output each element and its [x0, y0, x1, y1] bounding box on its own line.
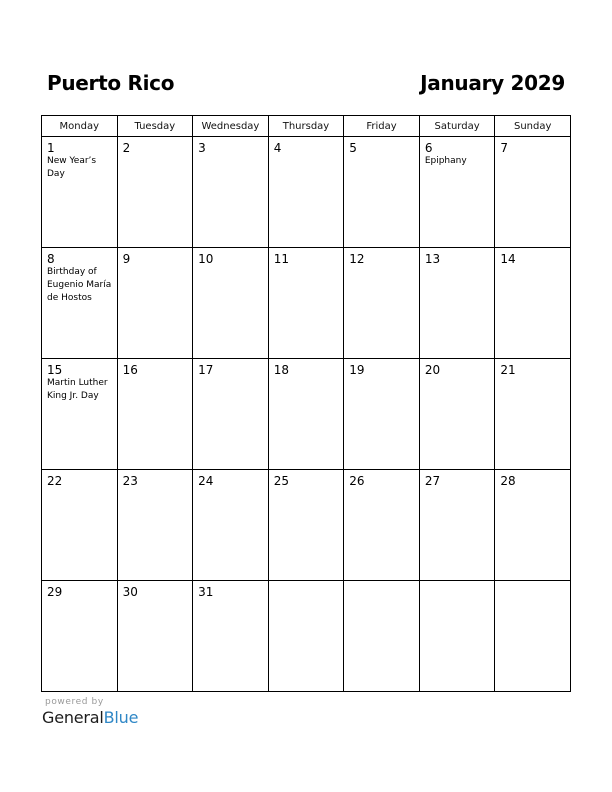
- logo-text-blue: Blue: [103, 708, 139, 727]
- day-number: 9: [122, 252, 131, 266]
- month-year-title: January 2029: [420, 71, 565, 95]
- day-number: 26: [349, 474, 365, 488]
- day-number: 29: [47, 585, 63, 599]
- day-cell: [344, 581, 420, 692]
- day-cell: [495, 248, 571, 359]
- day-number: 10: [198, 252, 214, 266]
- weekday-header-row: [42, 116, 571, 137]
- day-cell: [268, 359, 344, 470]
- day-number: 2: [122, 141, 131, 155]
- holiday-label: New Year’s Day: [47, 156, 97, 179]
- day-cell: [268, 581, 344, 692]
- day-number: 17: [198, 363, 214, 377]
- day-number: 22: [47, 474, 63, 488]
- day-number: 31: [198, 585, 214, 599]
- day-number: 6: [424, 141, 433, 155]
- day-cell: [419, 248, 495, 359]
- day-cell: [42, 359, 118, 470]
- day-cell: [419, 359, 495, 470]
- day-cell: [193, 359, 269, 470]
- day-number: 25: [273, 474, 289, 488]
- day-number: 28: [500, 474, 516, 488]
- day-number: 16: [122, 363, 138, 377]
- day-number: 11: [273, 252, 289, 266]
- day-number: 1: [47, 141, 55, 155]
- day-number: 24: [198, 474, 214, 488]
- day-number: 13: [424, 252, 441, 266]
- day-cell: [419, 581, 495, 692]
- day-number: 5: [349, 141, 357, 155]
- day-cell: [42, 137, 118, 248]
- day-number: 8: [47, 252, 55, 266]
- day-cell: [193, 581, 269, 692]
- holiday-label: Epiphany: [424, 156, 467, 166]
- day-cell: [344, 248, 420, 359]
- day-cell: [495, 470, 571, 581]
- day-cell: [495, 359, 571, 470]
- week-row: [42, 248, 571, 359]
- day-number: 18: [273, 363, 289, 377]
- day-number: 20: [424, 363, 441, 377]
- day-cell: [42, 470, 118, 581]
- weekday-header: Sunday: [495, 116, 571, 137]
- day-number: 14: [500, 252, 516, 266]
- day-cell: [495, 137, 571, 248]
- day-cell: [193, 248, 269, 359]
- day-cell: [268, 137, 344, 248]
- day-cell: [344, 359, 420, 470]
- day-number: 15: [47, 363, 63, 377]
- country-title: Puerto Rico: [47, 71, 175, 95]
- day-number: 30: [122, 585, 138, 599]
- day-cell: [495, 581, 571, 692]
- week-row: [42, 137, 571, 248]
- holiday-label: Birthday of Eugenio María de Hostos: [47, 267, 112, 303]
- week-row: [42, 470, 571, 581]
- weekday-header: Wednesday: [193, 116, 269, 137]
- day-number: 7: [500, 141, 509, 155]
- day-cell: [193, 137, 269, 248]
- day-cell: [117, 137, 193, 248]
- week-row: [42, 581, 571, 692]
- day-cell: [268, 470, 344, 581]
- day-cell: [117, 581, 193, 692]
- week-row: [42, 359, 571, 470]
- day-cell: [117, 470, 193, 581]
- day-cell: [42, 581, 118, 692]
- day-cell: [42, 248, 118, 359]
- day-cell: [117, 359, 193, 470]
- weekday-header: Thursday: [268, 116, 344, 137]
- weekday-header: Saturday: [419, 116, 495, 137]
- day-number: 3: [198, 141, 206, 155]
- calendar-grid: [41, 115, 571, 692]
- day-cell: [117, 248, 193, 359]
- day-number: 19: [349, 363, 365, 377]
- day-number: 21: [500, 363, 516, 377]
- weekday-header: Monday: [42, 116, 118, 137]
- weekday-header: Friday: [344, 116, 420, 137]
- generalblue-logo[interactable]: [42, 708, 138, 727]
- day-cell: [344, 470, 420, 581]
- powered-by-label: powered by: [45, 697, 104, 707]
- day-cell: [419, 137, 495, 248]
- day-number: 4: [273, 141, 282, 155]
- day-number: 27: [424, 474, 441, 488]
- day-number: 12: [349, 252, 365, 266]
- day-cell: [268, 248, 344, 359]
- day-cell: [419, 470, 495, 581]
- day-cell: [193, 470, 269, 581]
- weekday-header: Tuesday: [117, 116, 193, 137]
- holiday-label: Martin Luther King Jr. Day: [47, 378, 108, 401]
- day-cell: [344, 137, 420, 248]
- day-number: 23: [122, 474, 138, 488]
- logo-text-general: General: [42, 708, 104, 727]
